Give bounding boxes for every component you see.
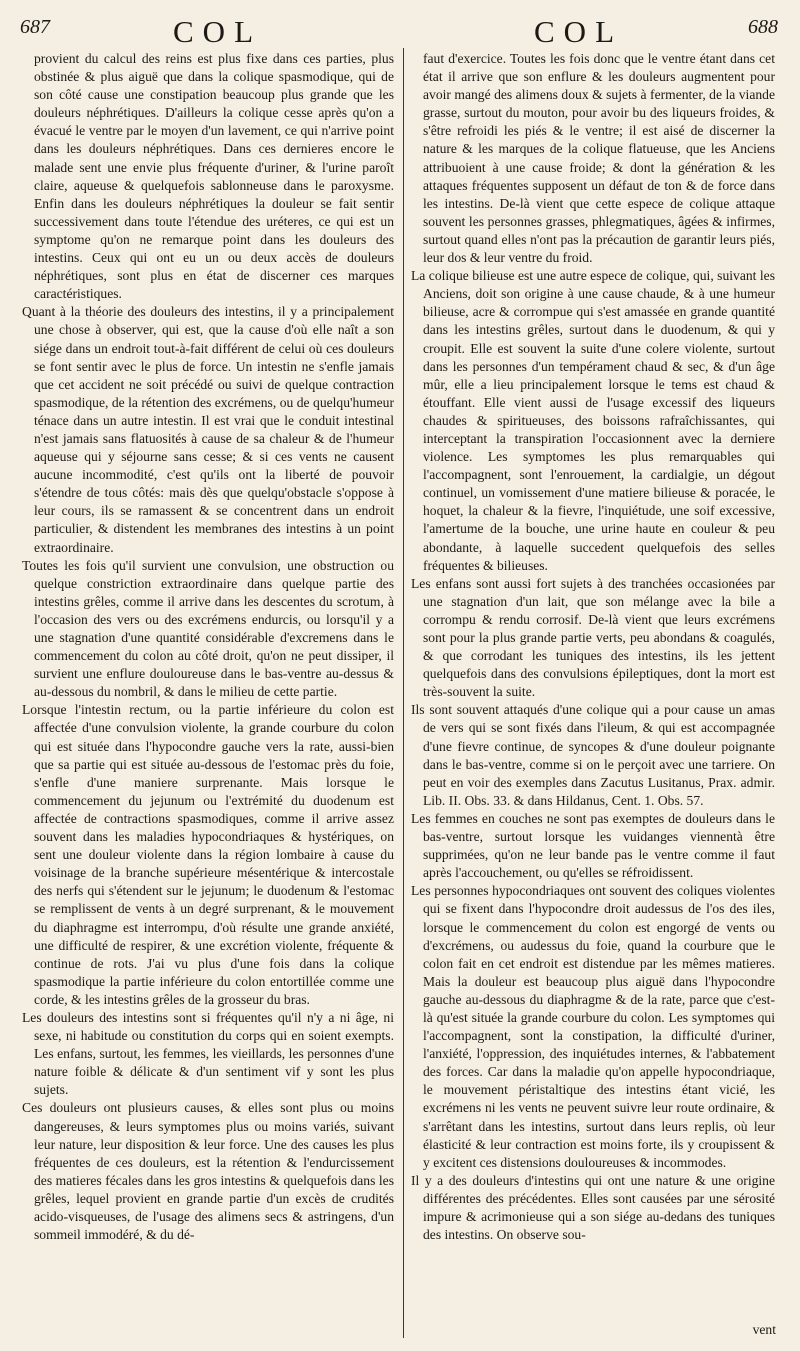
right-column [411,50,775,1244]
paragraph: Les douleurs des intestins sont si fréquentes qu'il n'y a ni âge, ni sexe, ni habitude ou constitution du corps qui en soient exempts. Les enfans, surtout, les femmes, les vieillards, les personnes d'une nature foible & délicate & d'un sentiment vif y sont les plus sujets. [22,1009,394,1098]
page-number-left: 687 [20,16,50,38]
paragraph: Il y a des douleurs d'intestins qui ont une nature & une origine différentes des précédentes. Elles sont causées par une sérosité impure & acrimonieuse qui a son siége au-dedans des tuniques des intestins. On observe sou- [411,1172,775,1243]
page-number-right: 688 [748,16,778,38]
left-column [22,50,394,1244]
paragraph: Les femmes en couches ne sont pas exemptes de douleurs dans le bas-ventre, surtout lorsque les vuidanges viennentà être supprimées, qu'on ne leur bande pas le ventre comme il faut après l'accouchement, ou qu'elles se réfroidissent. [411,810,775,881]
paragraph: Ils sont souvent attaqués d'une colique qui a pour cause un amas de vers qui se sont fixés dans l'ileum, & qui est accompagnée d'une fievre continue, de syncopes & d'une douleur poignante dans le bas-ventre, comme si on le perçoit avec une tarriere. On peut en voir des exemples dans Zacutus Lusitanus, Prax. admir. Lib. II. Obs. 33. & dans Hildanus, Cent. 1. Obs. 57. [411,702,775,808]
headword-right: COL [534,14,623,49]
paragraph: faut d'exercice. Toutes les fois donc que le ventre étant dans cet état il arrive que son enflure & les douleurs augmentent pour avoir mangé des alimens doux & sujets à fermenter, de la viande grasse, surtout du mouton, pour avoir bu des liqueurs froides, & s'être refroidi les piés & le ventre; il est aisé de discerner la nature & les marques de la colique flatueuse, que les Anciens attribuoient à une cause froide; & dont la génération & les attaques fréquentes supposent un défaut de ton & de force dans les intestins. De-là vient que cette espece de colique attaque souvent les personnes grasses, phlegmatiques, âgées & infirmes, surtout quand elles n'ont pas la précaution de garantir leurs piés, leur dos & leur ventre du froid. [423,51,775,266]
paragraph: Lorsque l'intestin rectum, ou la partie inférieure du colon est affectée d'une convulsion violente, la grande courbure du colon qui est située dans l'hypocondre gauche vers la rate, aussi-bien que sa partie qui est située au-dessous de l'estomac près du foie, s'enfle d'une maniere surprenante. Mais lorsque le commencement du jejunum ou l'extrémité du duodenum est affectée de contractions spasmodiques, comme il arrive assez souvent dans les maladies hypocondriaques & hystériques, on sent une douleur violente dans la région lombaire à cause du voisinage de la branche supérieure mésentérique & intercostale des nerfs qui s'étendent sur le jejunum; le duodenum & l'estomac se remplissent de vents à un degré surprenant, & le mouvement du diaphragme est interrompu, d'où résulte une grande anxiété, une difficulté de respirer, & une excrétion violente, fréquente & continue de rots. J'ai vu plus d'une fois dans la colique spasmodique la partie inférieure du colon entortillée comme une corde, & les intestins grêles de la grosseur du bras. [22,702,394,1007]
catchword: vent [752,1322,776,1337]
paragraph: Quant à la théorie des douleurs des intestins, il y a principalement une chose à observer, qui est, que la cause d'où elle naît a son siége dans un endroit tout-à-fait différent de celui où ces douleurs se font sentir avec le plus de force. Un intestin ne s'enfle jamais que cet accident ne soit précédé ou suivi de quelque contraction spasmodique, de la rétention des excrémens, ou de quelqu'humeur ténace dans un autre intestin. Il est vrai que le conduit intestinal n'est jamais sans flatuosités à cause de sa chaleur & de l'humeur aqueuse qui y séjourne sans cesse; & si ces vents ne causent aucune incommodité, c'est qu'ils ont la liberté de pouvoir s'étendre de tous côtés: mais dès que quelqu'obstacle s'oppose à leur cours, ils se ramassent & se concentrent dans un endroit particulier, & distendent les membranes des intestins à un point extraordinaire. [22,304,394,555]
paragraph: Ces douleurs ont plusieurs causes, & elles sont plus ou moins dangereuses, & leurs symptomes plus ou moins variés, suivant leur nature, leur disposition & leur force. Une des causes les plus fréquentes de ces douleurs, est la rétention & l'endurcissement des matieres fécales dans les gros intestins & quelquefois dans les grêles, lequel provient en grande partie d'un excès de crudités acido-visqueuses, de l'usage des alimens secs & astringens, d'un sommeil immodéré, & du dé- [22,1100,394,1243]
paragraph: Les enfans sont aussi fort sujets à des tranchées occasionées par une stagnation d'un lait, que son mélange avec la bile a corrompu & rendu corrosif. De-là vient que leurs excrémens sont pour la plus grande partie verts, peu abondans & coagulés, & que corrodant les tuniques des intestins, ils les jettent quelquefois dans des convulsions épileptiques, dont la mort est très-souvent la suite. [411,575,775,700]
paragraph: Les personnes hypocondriaques ont souvent des coliques violentes qui se fixent dans l'hypocondre droit audessus de l'os des iles, lorsque le commencement du colon est engorgé de vents ou d'excrémens, ou audessus du foie, quand la courbure que le colon fait en cet endroit est distendue par les mêmes matieres. Mais la douleur est beaucoup plus aiguë dans l'hypocondre gauche au-dessous du diaphragme & de la rate, parce que c'est-là qu'est située la grande courbure du colon. Les symptomes qui l'accompagnent, sont la constipation, la difficulté d'uriner, l'anxiété, l'oppression, des inquiétudes internes, & l'abbatement des forces. Car dans la maladie qu'on appelle hypocondriaque, le mouvement péristaltique des intestins étant vicié, les excrémens ni les vents ne peuvent suivre leur route ordinaire, & s'arrêtant dans les intestins, surtout dans leurs replis, où leur élasticité & leur contraction est moins forte, ils y croupissent & y excitent ces distensions douloureuses & incommodes. [411,883,775,1170]
column-divider [403,48,404,1338]
headword-left: COL [173,14,262,49]
paragraph: provient du calcul des reins est plus fixe dans ces parties, plus obstinée & plus aiguë que dans la colique spasmodique, qui de son côté cause une constipation beaucoup plus grande que les douleurs néphrétiques. D'ailleurs la colique cesse après qu'on a évacué le ventre par le moyen d'un lavement, ce qui n'arrive point dans les douleurs néphrétiques. Dans ces dernieres encore le malade sent une envie plus fréquente d'uriner, & l'urine paroît claire, aqueuse & quelquefois sablonneuse dans le paroxysme. Enfin dans les douleurs néphrétiques la douleur se fait sentir successivement dans toute l'étendue des uréteres, ce qui est un symptome qu'on ne remarque point dans les douleurs des intestins. Ceux qui ont eu un ou deux accès de douleurs néphrétiques, sont plus en état de discerner ces marques caractéristiques. [34,51,394,302]
paragraph: Toutes les fois qu'il survient une convulsion, une obstruction ou quelque constriction extraordinaire dans quelque partie des intestins grêles, comme il arrive dans les descentes du scrotum, à l'occasion des vers ou des excrémens endurcis, ou lorsqu'il y a une stagnation d'une quantité considérable d'excremens dans le commencement du colon au côté droit, qu'on ne peut dissiper, il survient une enflure douloureuse dans le bas-ventre au-dessus & au-dessous du nombril, & dans le milieu de cette partie. [22,557,394,700]
running-header [0,0,800,48]
paragraph: La colique bilieuse est une autre espece de colique, qui, suivant les Anciens, doit son origine à une cause chaude, & à une humeur bilieuse, acre & corrompue qui s'est amassée en grande quantité dans les intestins grêles, surtout dans le duodenum, & qui y croupit. Elle est souvent la suite d'une colere violente, surtout dans les personnes d'un tempérament chaud & sec, & d'un âge mûr, elle a lieu principalement lorsque le tems est chaud & étouffant. Elle vient aussi de l'usage excessif des liqueurs chaudes & spiritueuses, des boissons rafraîchissantes, qui interceptant la transpiration l'occasionnent avec la derniere violence. Les symptomes les plus remarquables qui l'accompagnent, sont l'enrouement, la cardialgie, un dégout continuel, un vomissement d'une matiere bilieuse & poracée, le hoquet, la chaleur & la fievre, l'inquiétude, une soif excessive, l'amertume de la bouche, une urine haute en couleur & peu abondante, à laquelle succedent quelquefois des selles fréquentes & bilieuses. [411,268,775,573]
